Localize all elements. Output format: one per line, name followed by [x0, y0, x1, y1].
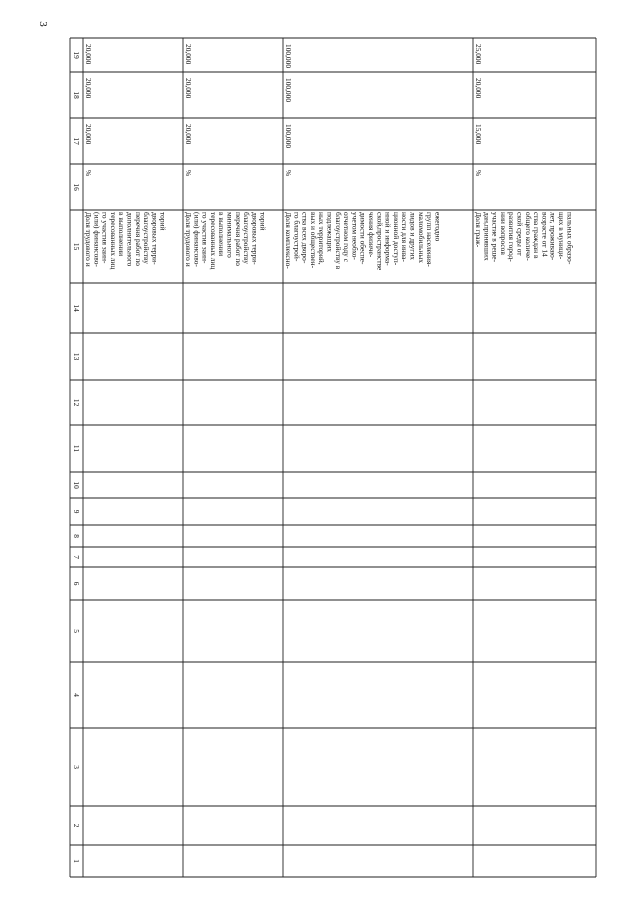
- column-header-15: 15: [72, 242, 81, 251]
- indicator-name-line: дворовых терри-: [250, 212, 260, 265]
- table-grid: [70, 38, 596, 877]
- unit-cell: %: [284, 170, 293, 177]
- column-header-12: 12: [72, 398, 81, 407]
- indicator-name-line: дополнительного: [125, 212, 135, 267]
- indicator-name-line: Доля граж-: [474, 212, 483, 248]
- indicator-name-line: общего количе-: [523, 212, 533, 261]
- page-number: 3: [36, 21, 49, 27]
- indicator-name-line: го участия заин-: [200, 212, 210, 264]
- indicator-name-line: развития город-: [507, 212, 517, 262]
- indicator-name-line: отчетном году с: [342, 212, 352, 263]
- column-header-8: 8: [72, 534, 81, 538]
- column-header-3: 3: [72, 765, 81, 769]
- value-col-19: 20,000: [184, 44, 193, 65]
- indicator-name-line: благоустройству: [142, 212, 152, 264]
- indicator-name-line: маломобильных: [416, 212, 426, 263]
- indicator-name-line: тересованных лиц: [108, 212, 118, 270]
- value-col-17: 20,000: [84, 124, 93, 145]
- indicator-name-line: ской,пространстве: [375, 212, 385, 271]
- indicator-name-line: (или) финансово-: [192, 212, 202, 267]
- indicator-name-line: дворовых терри-: [150, 212, 160, 265]
- value-col-17: 15,000: [474, 124, 483, 145]
- column-header-10: 10: [72, 481, 81, 489]
- column-header-4: 4: [72, 693, 81, 697]
- column-header-18: 18: [72, 91, 81, 99]
- value-col-19: 100,000: [284, 44, 293, 69]
- indicator-name-line: участие в реше-: [490, 212, 500, 263]
- column-header-5: 5: [72, 629, 81, 633]
- unit-cell: %: [184, 170, 193, 177]
- table-body: [84, 44, 574, 271]
- column-header-11: 11: [72, 444, 81, 453]
- indicator-name-line: в выполнении: [117, 212, 127, 257]
- indicator-name-line: перечня работ по: [233, 212, 243, 267]
- indicator-name-line: дан,принявших: [482, 212, 492, 261]
- indicator-name-line: Доля трудового и: [184, 212, 193, 267]
- value-col-18: 20,000: [474, 78, 483, 99]
- indicator-name-line: ности для инва-: [400, 212, 410, 262]
- indicator-name-line: торий: [258, 212, 268, 231]
- indicator-name-line: подлежащих: [325, 212, 335, 252]
- indicator-name-line: благоустройству: [242, 212, 252, 264]
- column-header-1: 1: [72, 859, 81, 863]
- indicator-name-line: чения физиче-: [367, 212, 376, 258]
- indicator-name-line: Доля комплексно-: [284, 212, 293, 269]
- column-header-9: 9: [72, 509, 81, 514]
- indicator-name-line: ства всех дворо-: [300, 212, 310, 264]
- indicator-name-line: нной и информа-: [383, 212, 393, 266]
- indicator-name-line: го благоустрой-: [292, 212, 302, 262]
- column-header-17: 17: [72, 137, 81, 145]
- indicator-name-line: (или) финансово-: [92, 212, 102, 267]
- value-col-18: 20,000: [184, 78, 193, 99]
- column-header-14: 14: [72, 304, 81, 312]
- indicator-name-line: ных территорий,: [317, 212, 327, 265]
- indicator-name-line: лидов и других: [408, 212, 418, 260]
- indicator-name-line: благоустройству в: [333, 212, 343, 270]
- column-header-6: 6: [72, 581, 81, 586]
- indicator-name-line: ской среды от: [515, 212, 525, 256]
- value-col-17: 20,000: [184, 124, 193, 145]
- indicator-name-line: минимального: [225, 212, 235, 258]
- indicator-name-line: торий: [158, 212, 168, 231]
- indicator-name-line: го участия заин-: [100, 212, 110, 264]
- indicator-name-line: димости обеспе-: [358, 212, 368, 265]
- value-col-18: 100,000: [284, 78, 293, 103]
- column-header-2: 2: [72, 823, 81, 828]
- value-col-18: 20,000: [84, 78, 93, 99]
- column-header-19: 19: [72, 51, 81, 59]
- indicator-name-line: вых и обществен-: [308, 212, 318, 269]
- column-header-7: 7: [72, 555, 81, 559]
- indicator-name-line: перечня работ по: [133, 212, 143, 267]
- indicator-name-line: нии вопросов: [498, 212, 508, 255]
- indicator-name-line: тересованных лиц: [208, 212, 218, 270]
- indicator-name-line: учетом необхо-: [350, 212, 360, 260]
- unit-cell: %: [84, 170, 93, 177]
- indicator-name-line: ционной доступ-: [391, 212, 401, 266]
- value-col-19: 20,000: [84, 44, 93, 65]
- indicator-name-line: в выполнении: [217, 212, 227, 257]
- indicator-name-line: Доля трудового и: [84, 212, 93, 267]
- value-col-17: 100,000: [284, 124, 293, 149]
- unit-cell: %: [474, 170, 483, 177]
- indicator-name-line: групп населения-: [425, 212, 435, 267]
- value-col-19: 25,000: [474, 44, 483, 65]
- column-header-13: 13: [72, 352, 81, 361]
- indicator-name-line: лет, проживаю-: [548, 212, 558, 261]
- column-header-16: 16: [72, 183, 81, 191]
- indicator-name-line: возрасте от 14: [540, 212, 550, 257]
- indicator-name-line: пальных образо-: [565, 212, 575, 265]
- indicator-name-line: щих в муници-: [557, 212, 566, 260]
- indicator-name-line: ства граждан в: [532, 212, 542, 259]
- table-header: [72, 51, 81, 863]
- indicator-name-line: ежегодно: [433, 212, 443, 242]
